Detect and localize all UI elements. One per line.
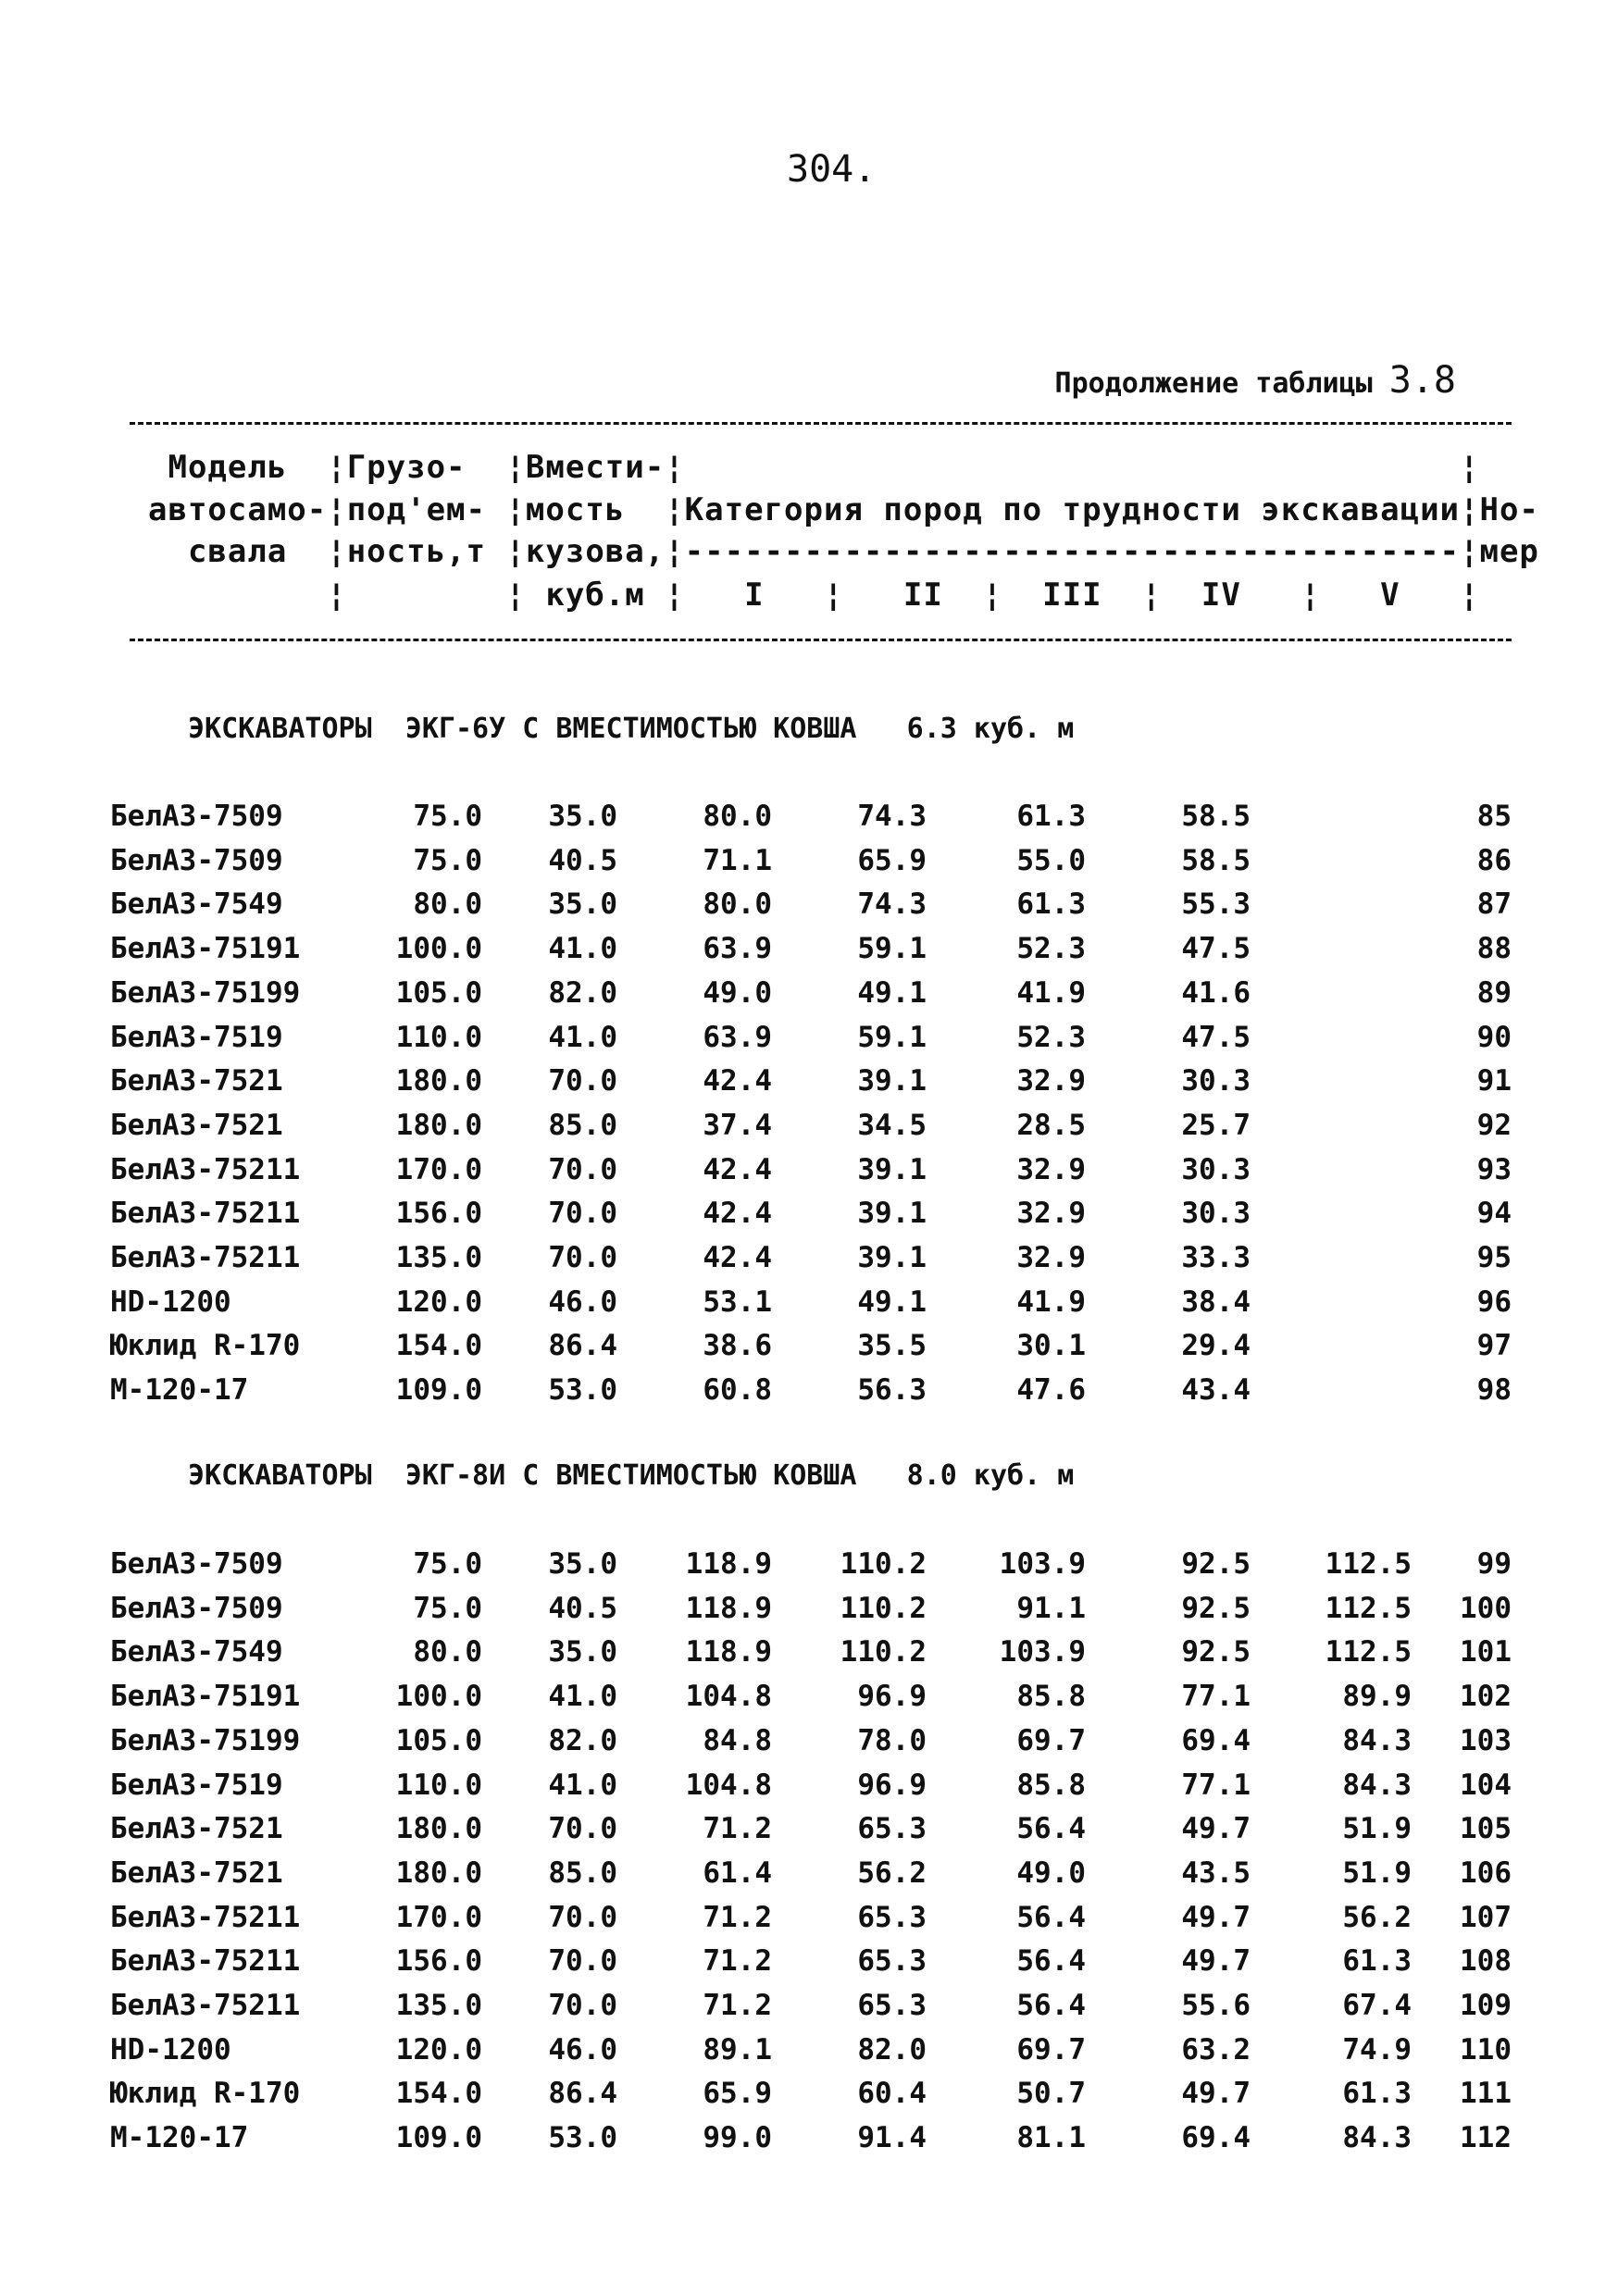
cell-body-volume: 41.0 <box>548 932 617 966</box>
table-row <box>0 1021 1618 1061</box>
cell-body-volume: 70.0 <box>548 1944 617 1979</box>
cell-cat-II: 56.2 <box>857 1855 927 1890</box>
cell-row-number: 98 <box>1476 1373 1512 1408</box>
cell-cat-I: 80.0 <box>703 800 772 833</box>
cell-model: М-120-17 <box>110 2121 249 2155</box>
cell-cat-III: 85.8 <box>1016 1680 1086 1714</box>
cell-model: Юклид R-170 <box>110 2077 301 2111</box>
cell-cat-IV: 58.5 <box>1181 843 1251 877</box>
cell-cat-III: 56.4 <box>1016 1900 1086 1934</box>
cell-cat-II: 65.3 <box>857 1900 927 1934</box>
cell-cat-I: 104.8 <box>685 1680 772 1714</box>
cell-capacity-t: 156.0 <box>395 1197 482 1231</box>
cell-cat-II: 74.3 <box>857 800 927 833</box>
cell-cat-I: 104.8 <box>685 1768 772 1802</box>
cell-capacity-t: 180.0 <box>395 1855 482 1890</box>
cell-cat-V: 112.5 <box>1325 1635 1412 1669</box>
cell-row-number: 104 <box>1460 1768 1512 1802</box>
cell-cat-II: 39.1 <box>857 1241 927 1274</box>
cell-cat-III: 47.6 <box>1016 1373 1086 1408</box>
cell-cat-I: 89.1 <box>703 2032 772 2066</box>
cell-capacity-t: 180.0 <box>395 1812 482 1846</box>
cell-cat-III: 81.1 <box>1016 2121 1086 2155</box>
cell-body-volume: 40.5 <box>548 843 617 877</box>
table-row <box>0 887 1618 928</box>
cell-cat-IV: 43.4 <box>1181 1373 1251 1408</box>
cell-body-volume: 35.0 <box>548 1547 617 1581</box>
cell-cat-III: 61.3 <box>1016 887 1086 922</box>
cell-cat-IV: 55.6 <box>1181 1989 1251 2022</box>
cell-model: БелАЗ-75191 <box>110 932 301 966</box>
cell-cat-I: 42.4 <box>703 1197 772 1231</box>
cell-body-volume: 86.4 <box>548 1329 617 1363</box>
table-row <box>0 1241 1618 1282</box>
table-row <box>0 976 1618 1017</box>
cell-cat-III: 41.9 <box>1016 975 1086 1010</box>
cell-cat-I: 42.4 <box>703 1064 772 1098</box>
cell-capacity-t: 170.0 <box>395 1152 482 1186</box>
cell-cat-II: 96.9 <box>857 1768 927 1802</box>
table-row <box>0 1592 1618 1632</box>
cell-cat-I: 118.9 <box>685 1547 772 1581</box>
cell-cat-III: 49.0 <box>1016 1855 1086 1890</box>
section-heading-ekg-8i: ЭКСКАВАТОРЫ ЭКГ-8И С ВМЕСТИМОСТЬЮ КОВША 8.0 куб. м <box>188 1459 1075 1492</box>
cell-row-number: 110 <box>1460 2032 1512 2066</box>
table-row <box>0 1153 1618 1194</box>
cell-capacity-t: 75.0 <box>413 843 482 877</box>
cell-body-volume: 35.0 <box>548 1635 617 1669</box>
cell-capacity-t: 180.0 <box>395 1108 482 1142</box>
cell-model: БелАЗ-7521 <box>110 1855 283 1890</box>
cell-cat-II: 56.3 <box>857 1373 927 1408</box>
cell-cat-I: 84.8 <box>703 1723 772 1757</box>
cell-cat-IV: 49.7 <box>1181 1812 1251 1846</box>
cell-cat-I: 71.2 <box>703 1989 772 2022</box>
cell-cat-I: 71.2 <box>703 1900 772 1934</box>
cell-model: HD-1200 <box>110 2032 231 2066</box>
cell-body-volume: 86.4 <box>548 2077 617 2111</box>
cell-cat-III: 56.4 <box>1016 1812 1086 1846</box>
cell-model: БелАЗ-75211 <box>110 1197 301 1231</box>
cell-cat-III: 56.4 <box>1016 1944 1086 1979</box>
cell-capacity-t: 156.0 <box>395 1944 482 1979</box>
cell-cat-I: 53.1 <box>703 1285 772 1319</box>
header-bottom-rule <box>130 639 1512 641</box>
cell-capacity-t: 154.0 <box>395 1329 482 1363</box>
table-row <box>0 2033 1618 2074</box>
cell-row-number: 85 <box>1476 800 1512 833</box>
table-row <box>0 1635 1618 1676</box>
cell-capacity-t: 180.0 <box>395 1064 482 1098</box>
cell-capacity-t: 110.0 <box>395 1768 482 1802</box>
cell-cat-III: 56.4 <box>1016 1989 1086 2022</box>
cell-row-number: 109 <box>1460 1989 1512 2022</box>
cell-cat-IV: 43.5 <box>1181 1855 1251 1890</box>
table-row <box>0 2121 1618 2162</box>
cell-cat-I: 60.8 <box>703 1373 772 1408</box>
cell-cat-V: 89.9 <box>1342 1680 1412 1714</box>
cell-model: БелАЗ-75211 <box>110 1152 301 1186</box>
cell-cat-III: 69.7 <box>1016 1723 1086 1757</box>
cell-model: БелАЗ-75211 <box>110 1944 301 1979</box>
cell-body-volume: 46.0 <box>548 2032 617 2066</box>
cell-capacity-t: 110.0 <box>395 1020 482 1054</box>
cell-model: БелАЗ-7509 <box>110 800 283 833</box>
cell-cat-V: 112.5 <box>1325 1591 1412 1625</box>
cell-body-volume: 70.0 <box>548 1241 617 1274</box>
cell-cat-I: 71.1 <box>703 843 772 877</box>
cell-cat-I: 71.2 <box>703 1812 772 1846</box>
cell-row-number: 112 <box>1460 2121 1512 2155</box>
cell-cat-I: 63.9 <box>703 932 772 966</box>
cell-row-number: 92 <box>1476 1108 1512 1142</box>
cell-cat-III: 52.3 <box>1016 1020 1086 1054</box>
cell-capacity-t: 75.0 <box>413 800 482 833</box>
cell-cat-III: 103.9 <box>999 1547 1086 1581</box>
cell-cat-II: 78.0 <box>857 1723 927 1757</box>
table-row <box>0 2077 1618 2117</box>
cell-cat-I: 63.9 <box>703 1020 772 1054</box>
cell-body-volume: 70.0 <box>548 1989 617 2022</box>
cell-cat-II: 34.5 <box>857 1108 927 1142</box>
cell-cat-I: 71.2 <box>703 1944 772 1979</box>
table-row <box>0 1197 1618 1237</box>
cell-cat-II: 110.2 <box>840 1547 927 1581</box>
cell-cat-V: 56.2 <box>1342 1900 1412 1934</box>
cell-cat-IV: 69.4 <box>1181 1723 1251 1757</box>
cell-cat-III: 50.7 <box>1016 2077 1086 2111</box>
cell-model: М-120-17 <box>110 1373 249 1408</box>
cell-row-number: 95 <box>1476 1241 1512 1274</box>
cell-row-number: 107 <box>1460 1900 1512 1934</box>
cell-cat-IV: 92.5 <box>1181 1591 1251 1625</box>
cell-cat-I: 37.4 <box>703 1108 772 1142</box>
cell-body-volume: 35.0 <box>548 800 617 833</box>
cell-cat-IV: 47.5 <box>1181 1020 1251 1054</box>
cell-cat-II: 59.1 <box>857 1020 927 1054</box>
header-line-3: свала ¦ность,т ¦кузова,¦---------------------------------------¦мер <box>148 533 1539 570</box>
cell-cat-III: 28.5 <box>1016 1108 1086 1142</box>
cell-capacity-t: 80.0 <box>413 1635 482 1669</box>
cell-cat-III: 30.1 <box>1016 1329 1086 1363</box>
cell-body-volume: 82.0 <box>548 1723 617 1757</box>
cell-model: Юклид R-170 <box>110 1329 301 1363</box>
cell-cat-III: 32.9 <box>1016 1064 1086 1098</box>
table-row <box>0 1989 1618 2029</box>
table-row <box>0 1812 1618 1853</box>
cell-body-volume: 70.0 <box>548 1900 617 1934</box>
cell-cat-IV: 30.3 <box>1181 1064 1251 1098</box>
cell-cat-IV: 58.5 <box>1181 800 1251 833</box>
cell-capacity-t: 135.0 <box>395 1241 482 1274</box>
header-top-rule <box>130 422 1512 425</box>
cell-cat-III: 103.9 <box>999 1635 1086 1669</box>
cell-row-number: 102 <box>1460 1680 1512 1714</box>
page-number: 304. <box>787 148 877 191</box>
cell-capacity-t: 154.0 <box>395 2077 482 2111</box>
cell-body-volume: 53.0 <box>548 1373 617 1408</box>
table-row <box>0 1064 1618 1105</box>
cell-cat-I: 118.9 <box>685 1635 772 1669</box>
cell-cat-I: 42.4 <box>703 1241 772 1274</box>
cell-cat-IV: 55.3 <box>1181 887 1251 922</box>
cell-cat-IV: 69.4 <box>1181 2121 1251 2155</box>
cell-capacity-t: 120.0 <box>395 1285 482 1319</box>
section-heading-ekg-6u: ЭКСКАВАТОРЫ ЭКГ-6У С ВМЕСТИМОСТЬЮ КОВША 6.3 куб. м <box>188 713 1075 745</box>
cell-body-volume: 85.0 <box>548 1108 617 1142</box>
cell-cat-II: 74.3 <box>857 887 927 922</box>
cell-capacity-t: 75.0 <box>413 1591 482 1625</box>
cell-row-number: 93 <box>1476 1152 1512 1186</box>
cell-cat-IV: 41.6 <box>1181 975 1251 1010</box>
cell-cat-IV: 29.4 <box>1181 1329 1251 1363</box>
cell-cat-IV: 49.7 <box>1181 1944 1251 1979</box>
cell-cat-II: 91.4 <box>857 2121 927 2155</box>
cell-model: БелАЗ-7519 <box>110 1020 283 1054</box>
cell-row-number: 91 <box>1476 1064 1512 1098</box>
cell-cat-III: 41.9 <box>1016 1285 1086 1319</box>
cell-model: БелАЗ-7521 <box>110 1812 283 1846</box>
cell-cat-II: 96.9 <box>857 1680 927 1714</box>
table-row <box>0 1680 1618 1720</box>
table-continuation-title <box>1055 359 1456 402</box>
cell-cat-IV: 77.1 <box>1181 1680 1251 1714</box>
table-row <box>0 1901 1618 1942</box>
cell-cat-IV: 33.3 <box>1181 1241 1251 1274</box>
header-line-2: автосамо-¦под'ем- ¦мость ¦Категория пород по трудности экскавации¦Но- <box>148 491 1539 528</box>
cell-cat-IV: 47.5 <box>1181 932 1251 966</box>
cell-cat-II: 65.3 <box>857 1989 927 2022</box>
cell-model: БелАЗ-7519 <box>110 1768 283 1802</box>
cell-cat-II: 110.2 <box>840 1591 927 1625</box>
cell-cat-II: 49.1 <box>857 1285 927 1319</box>
cell-body-volume: 70.0 <box>548 1152 617 1186</box>
cell-cat-II: 49.1 <box>857 975 927 1010</box>
table-row <box>0 1373 1618 1414</box>
cell-cat-II: 35.5 <box>857 1329 927 1363</box>
cell-cat-III: 69.7 <box>1016 2032 1086 2066</box>
cell-cat-II: 82.0 <box>857 2032 927 2066</box>
cell-row-number: 90 <box>1476 1020 1512 1054</box>
cell-row-number: 97 <box>1476 1329 1512 1363</box>
cell-cat-I: 38.6 <box>703 1329 772 1363</box>
cell-capacity-t: 100.0 <box>395 1680 482 1714</box>
cell-cat-V: 84.3 <box>1342 2121 1412 2155</box>
table-row <box>0 1547 1618 1588</box>
cell-row-number: 105 <box>1460 1812 1512 1846</box>
cell-row-number: 86 <box>1476 843 1512 877</box>
table-row <box>0 1109 1618 1149</box>
cell-body-volume: 41.0 <box>548 1768 617 1802</box>
table-row <box>0 932 1618 973</box>
title-text: Продолжение таблицы <box>1054 367 1373 400</box>
cell-model: БелАЗ-7521 <box>110 1108 283 1142</box>
cell-model: БелАЗ-7509 <box>110 1547 283 1581</box>
cell-model: БелАЗ-7521 <box>110 1064 283 1098</box>
cell-capacity-t: 80.0 <box>413 887 482 922</box>
cell-cat-V: 112.5 <box>1325 1547 1412 1581</box>
cell-cat-II: 60.4 <box>857 2077 927 2111</box>
cell-cat-III: 55.0 <box>1016 843 1086 877</box>
cell-cat-II: 110.2 <box>840 1635 927 1669</box>
table-row <box>0 1329 1618 1370</box>
cell-cat-IV: 92.5 <box>1181 1547 1251 1581</box>
cell-body-volume: 70.0 <box>548 1064 617 1098</box>
cell-cat-V: 51.9 <box>1342 1812 1412 1846</box>
cell-model: БелАЗ-75211 <box>110 1900 301 1934</box>
cell-model: БелАЗ-7509 <box>110 1591 283 1625</box>
cell-cat-III: 32.9 <box>1016 1152 1086 1186</box>
cell-cat-IV: 49.7 <box>1181 2077 1251 2111</box>
cell-cat-IV: 49.7 <box>1181 1900 1251 1934</box>
table-row <box>0 1724 1618 1765</box>
cell-cat-I: 80.0 <box>703 887 772 922</box>
cell-body-volume: 85.0 <box>548 1855 617 1890</box>
cell-cat-II: 59.1 <box>857 932 927 966</box>
cell-cat-III: 91.1 <box>1016 1591 1086 1625</box>
cell-row-number: 87 <box>1476 887 1512 922</box>
cell-cat-IV: 25.7 <box>1181 1108 1251 1142</box>
cell-model: HD-1200 <box>110 1285 231 1319</box>
table-row <box>0 1769 1618 1809</box>
cell-cat-V: 74.9 <box>1342 2032 1412 2066</box>
cell-cat-I: 42.4 <box>703 1152 772 1186</box>
cell-capacity-t: 120.0 <box>395 2032 482 2066</box>
cell-cat-I: 61.4 <box>703 1855 772 1890</box>
cell-model: БелАЗ-7549 <box>110 887 283 922</box>
table-row <box>0 1856 1618 1897</box>
cell-cat-V: 61.3 <box>1342 1944 1412 1979</box>
cell-cat-III: 61.3 <box>1016 800 1086 833</box>
cell-cat-IV: 30.3 <box>1181 1197 1251 1231</box>
cell-capacity-t: 109.0 <box>395 2121 482 2155</box>
cell-row-number: 101 <box>1460 1635 1512 1669</box>
cell-cat-IV: 30.3 <box>1181 1152 1251 1186</box>
table-number: 3.8 <box>1388 359 1456 402</box>
cell-row-number: 99 <box>1476 1547 1512 1581</box>
cell-cat-I: 118.9 <box>685 1591 772 1625</box>
cell-model: БелАЗ-75199 <box>110 975 301 1010</box>
table-row <box>0 1285 1618 1326</box>
cell-model: БелАЗ-75211 <box>110 1241 301 1274</box>
cell-cat-I: 65.9 <box>703 2077 772 2111</box>
cell-cat-II: 39.1 <box>857 1152 927 1186</box>
cell-body-volume: 46.0 <box>548 1285 617 1319</box>
cell-cat-V: 61.3 <box>1342 2077 1412 2111</box>
cell-row-number: 103 <box>1460 1723 1512 1757</box>
cell-cat-I: 49.0 <box>703 975 772 1010</box>
cell-body-volume: 70.0 <box>548 1197 617 1231</box>
cell-cat-IV: 38.4 <box>1181 1285 1251 1319</box>
cell-capacity-t: 105.0 <box>395 1723 482 1757</box>
cell-body-volume: 41.0 <box>548 1020 617 1054</box>
cell-row-number: 111 <box>1460 2077 1512 2111</box>
header-line-1: Модель ¦Грузо- ¦Вмести-¦ ¦ <box>148 449 1480 486</box>
cell-model: БелАЗ-7509 <box>110 843 283 877</box>
cell-cat-II: 65.3 <box>857 1812 927 1846</box>
cell-body-volume: 53.0 <box>548 2121 617 2155</box>
cell-body-volume: 35.0 <box>548 887 617 922</box>
cell-row-number: 89 <box>1476 975 1512 1010</box>
cell-capacity-t: 135.0 <box>395 1989 482 2022</box>
cell-row-number: 108 <box>1460 1944 1512 1979</box>
cell-cat-IV: 77.1 <box>1181 1768 1251 1802</box>
cell-model: БелАЗ-7549 <box>110 1635 283 1669</box>
cell-capacity-t: 109.0 <box>395 1373 482 1408</box>
cell-cat-IV: 92.5 <box>1181 1635 1251 1669</box>
cell-body-volume: 82.0 <box>548 975 617 1010</box>
cell-cat-III: 52.3 <box>1016 932 1086 966</box>
cell-cat-V: 51.9 <box>1342 1855 1412 1890</box>
cell-row-number: 100 <box>1460 1591 1512 1625</box>
cell-body-volume: 40.5 <box>548 1591 617 1625</box>
cell-cat-V: 84.3 <box>1342 1768 1412 1802</box>
cell-cat-III: 32.9 <box>1016 1197 1086 1231</box>
cell-cat-II: 39.1 <box>857 1197 927 1231</box>
cell-row-number: 106 <box>1460 1855 1512 1890</box>
table-row <box>0 1944 1618 1985</box>
cell-body-volume: 41.0 <box>548 1680 617 1714</box>
header-line-4: ¦ ¦ куб.м ¦ I ¦ II ¦ III ¦ IV ¦ V ¦ <box>148 577 1480 614</box>
cell-cat-III: 32.9 <box>1016 1241 1086 1274</box>
cell-cat-III: 85.8 <box>1016 1768 1086 1802</box>
cell-capacity-t: 75.0 <box>413 1547 482 1581</box>
cell-cat-II: 39.1 <box>857 1064 927 1098</box>
cell-model: БелАЗ-75191 <box>110 1680 301 1714</box>
cell-row-number: 96 <box>1476 1285 1512 1319</box>
cell-cat-II: 65.9 <box>857 843 927 877</box>
cell-row-number: 94 <box>1476 1197 1512 1231</box>
cell-model: БелАЗ-75199 <box>110 1723 301 1757</box>
cell-row-number: 88 <box>1476 932 1512 966</box>
cell-capacity-t: 170.0 <box>395 1900 482 1934</box>
cell-cat-V: 67.4 <box>1342 1989 1412 2022</box>
table-row <box>0 844 1618 885</box>
cell-cat-V: 84.3 <box>1342 1723 1412 1757</box>
cell-body-volume: 70.0 <box>548 1812 617 1846</box>
cell-model: БелАЗ-75211 <box>110 1989 301 2022</box>
cell-capacity-t: 100.0 <box>395 932 482 966</box>
cell-cat-I: 99.0 <box>703 2121 772 2155</box>
cell-cat-II: 65.3 <box>857 1944 927 1979</box>
cell-cat-IV: 63.2 <box>1181 2032 1251 2066</box>
cell-capacity-t: 105.0 <box>395 975 482 1010</box>
table-row <box>0 800 1618 840</box>
